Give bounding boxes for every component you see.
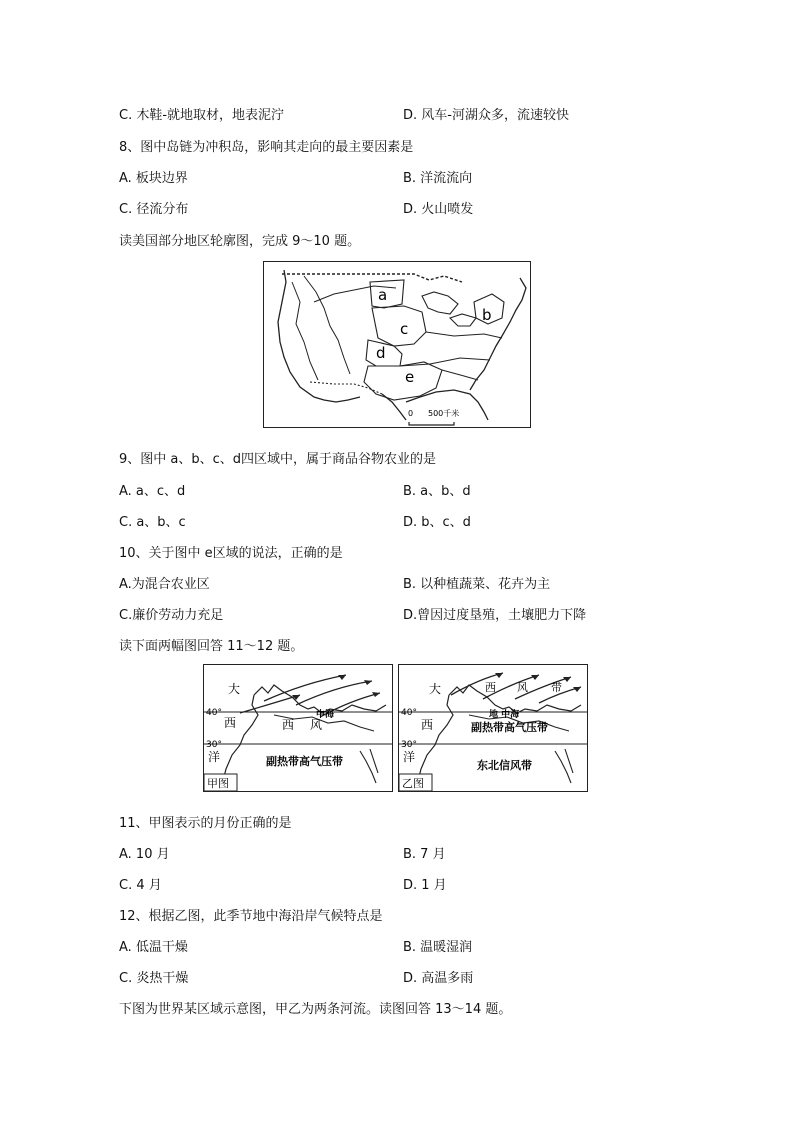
yi-lat30: 30° bbox=[401, 740, 417, 750]
q7-option-c: C. 木鞋-就地取材，地表泥泞 bbox=[119, 108, 285, 123]
intro-11-12: 读下面两幅图回答 11～12 题。 bbox=[119, 639, 304, 654]
intro-9-10: 读美国部分地区轮廓图，完成 9～10 题。 bbox=[119, 234, 361, 249]
label-b: b bbox=[482, 306, 492, 324]
q10-option-c: C.廉价劳动力充足 bbox=[119, 608, 224, 623]
jia-xi2: 西 bbox=[282, 718, 295, 732]
yi-da: 大 bbox=[429, 682, 442, 696]
usa-map-drawing bbox=[264, 262, 530, 427]
q9-option-d: D. b、c、d bbox=[403, 515, 471, 530]
q9-option-c: C. a、b、c bbox=[119, 515, 186, 530]
jia-da: 大 bbox=[228, 682, 241, 696]
q9-option-a: A. a、c、d bbox=[119, 484, 186, 499]
yi-xi: 西 bbox=[421, 718, 434, 732]
usa-region-map bbox=[263, 261, 531, 428]
q10-option-a: A.为混合农业区 bbox=[119, 577, 210, 592]
q8-option-a: A. 板块边界 bbox=[119, 171, 188, 186]
q7-option-d: D. 风车-河湖众多，流速较快 bbox=[403, 108, 569, 123]
q8-option-c: C. 径流分布 bbox=[119, 202, 189, 217]
jia-lat30: 30° bbox=[206, 740, 222, 750]
q12-stem: 12、根据乙图，此季节地中海沿岸气候特点是 bbox=[119, 909, 383, 924]
q9-stem: 9、图中 a、b、c、d四区域中，属于商品谷物农业的是 bbox=[119, 452, 437, 467]
yi-caption: 乙图 bbox=[402, 777, 424, 790]
q11-stem: 11、甲图表示的月份正确的是 bbox=[119, 816, 292, 831]
q11-option-d: D. 1 月 bbox=[403, 878, 447, 893]
yi-yang: 洋 bbox=[403, 750, 416, 764]
label-d: d bbox=[376, 344, 386, 362]
yi-di-zhonghai: 地 中海 bbox=[489, 710, 520, 720]
q12-option-a: A. 低温干燥 bbox=[119, 940, 188, 955]
q10-option-b: B. 以种植蔬菜、花卉为主 bbox=[403, 577, 551, 592]
q10-stem: 10、关于图中 e区域的说法，正确的是 bbox=[119, 546, 343, 561]
map-yi-drawing bbox=[399, 665, 587, 791]
q10-option-d: D.曾因过度垦殖，土壤肥力下降 bbox=[403, 608, 587, 623]
q8-option-d: D. 火山喷发 bbox=[403, 202, 474, 217]
map-jia-drawing bbox=[204, 665, 392, 791]
jia-pressure-belt: 副热带高气压带 bbox=[266, 755, 343, 768]
jia-xi: 西 bbox=[224, 716, 237, 730]
jia-lat40: 40° bbox=[206, 708, 222, 718]
q11-option-c: C. 4 月 bbox=[119, 878, 162, 893]
q8-option-b: B. 洋流流向 bbox=[403, 171, 473, 186]
yi-feng-top: 风 bbox=[517, 681, 528, 694]
yi-trade-belt: 东北信风带 bbox=[477, 759, 532, 772]
scale-label: 500千米 bbox=[428, 409, 460, 418]
jia-feng: 风 bbox=[310, 718, 323, 732]
q12-option-b: B. 温暖湿润 bbox=[403, 940, 473, 955]
map-jia bbox=[203, 664, 393, 792]
label-c: c bbox=[400, 320, 409, 338]
jia-caption: 甲图 bbox=[207, 777, 229, 790]
map-yi bbox=[398, 664, 588, 792]
yi-pressure-belt: 副热带高气压带 bbox=[471, 721, 548, 734]
label-a: a bbox=[378, 286, 388, 304]
scale-zero: 0 bbox=[408, 409, 414, 418]
yi-dai-top: 带 bbox=[551, 681, 562, 694]
yi-lat40: 40° bbox=[401, 708, 417, 718]
q9-option-b: B. a、b、d bbox=[403, 484, 471, 499]
label-e: e bbox=[405, 368, 415, 386]
yi-xi-top: 西 bbox=[485, 681, 496, 694]
q11-option-a: A. 10 月 bbox=[119, 847, 170, 862]
intro-13-14: 下图为世界某区域示意图，甲乙为两条河流。读图回答 13～14 题。 bbox=[119, 1002, 512, 1017]
q12-option-c: C. 炎热干燥 bbox=[119, 971, 189, 986]
q8-stem: 8、图中岛链为冲积岛，影响其走向的最主要因素是 bbox=[119, 140, 414, 155]
q12-option-d: D. 高温多雨 bbox=[403, 971, 474, 986]
jia-yang: 洋 bbox=[208, 750, 221, 764]
jia-zhonghai: 中海 bbox=[316, 710, 335, 720]
q11-option-b: B. 7 月 bbox=[403, 847, 446, 862]
